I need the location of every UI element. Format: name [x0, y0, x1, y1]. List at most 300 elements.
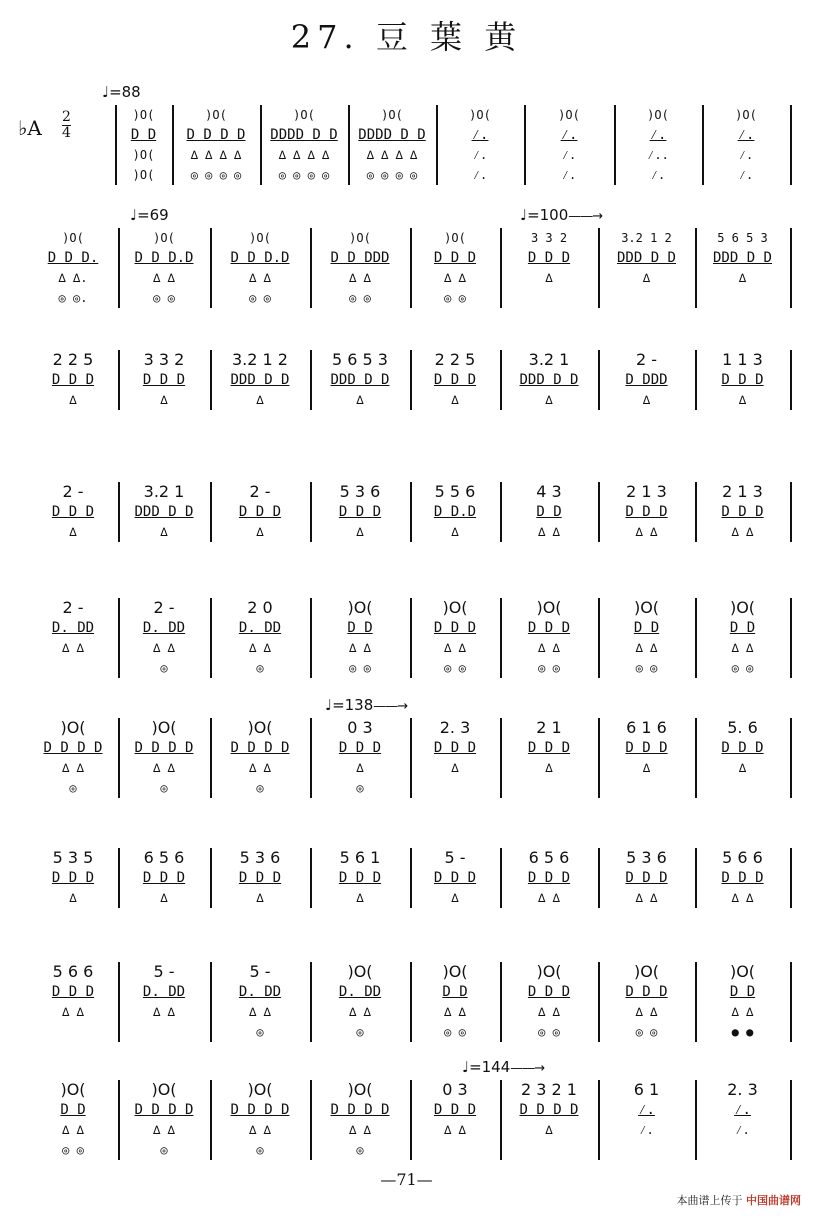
measure-cell: D D D [625, 740, 668, 756]
score-row [0, 165, 813, 185]
score-row [0, 1140, 813, 1160]
measure-cell: ◎ ◎ [538, 661, 560, 675]
score-row [0, 778, 813, 798]
score-row [0, 962, 813, 982]
measure-cell: ⁄. [471, 127, 489, 143]
barline [118, 350, 120, 410]
measure-cell: D. DD [51, 620, 95, 636]
measure-cell: ◎ [256, 1025, 264, 1039]
barline [436, 105, 438, 185]
measure-cell: D D D [433, 740, 477, 756]
measure-cell: D D.D [433, 504, 477, 520]
barline [695, 598, 697, 678]
measure-cell: )O( [536, 962, 562, 981]
measure-cell: ∆ [160, 891, 168, 905]
measure-cell: D D D.D [230, 250, 290, 266]
barline [598, 848, 600, 908]
page-title: 27. 豆 葉 黄 [290, 18, 523, 56]
measure-cell: ∆ ∆ [153, 1005, 175, 1019]
barline [702, 105, 704, 185]
measure-cell: ∆ ∆ [249, 1123, 271, 1137]
measure-cell: 2 - [249, 482, 271, 501]
measure-cell: ∆ [160, 393, 168, 407]
score-row [0, 522, 813, 542]
measure-cell: ◎ ◎ [153, 291, 175, 305]
measure-cell: ∆ [451, 525, 459, 539]
measure-cell: ◎ ◎ [635, 661, 658, 675]
measure-cell: )O( [735, 108, 757, 122]
measure-cell: ⁄. [561, 168, 577, 182]
measure-cell: ∆ ∆ [249, 641, 271, 655]
barline [790, 228, 792, 308]
measure-cell: D D D [433, 1102, 477, 1118]
measure-cell: ◎ ◎ ◎ ◎ [190, 168, 242, 182]
measure-cell: 5. 6 [727, 718, 758, 737]
measure-cell: ⁄. [639, 1123, 654, 1137]
measure-cell: ⁄. [649, 127, 667, 143]
measure-cell: ∆ ∆ [538, 641, 560, 655]
barline [210, 598, 212, 678]
measure-cell: 5 3 6 [239, 848, 281, 867]
tempo-text: ♩=69 [130, 206, 169, 224]
measure-cell: ∆ [356, 891, 364, 905]
measure-cell: ∆ [256, 891, 264, 905]
measure-cell: ◎ [356, 781, 364, 795]
measure-cell: ∆ ∆ ∆ ∆ [190, 148, 242, 162]
barline [790, 350, 792, 410]
measure-cell: ∆ ∆ [635, 525, 658, 539]
upload-note [677, 1192, 802, 1208]
measure-cell: ◎ ◎ [249, 291, 271, 305]
measure-cell: ◎ ◎ [731, 661, 754, 675]
measure-cell: D D D [721, 870, 764, 886]
measure-cell: D D D [721, 372, 764, 388]
measure-cell: )O( [293, 108, 315, 122]
barline [695, 848, 697, 908]
measure-cell: ◎ [256, 781, 264, 795]
score-row [0, 1120, 813, 1140]
tempo-mark [462, 1058, 544, 1076]
barline [410, 350, 412, 410]
measure-cell: )O( [633, 598, 660, 617]
score-row [0, 248, 813, 268]
measure-cell: ◎ ◎ [538, 1025, 560, 1039]
measure-cell: D D D.D [134, 250, 194, 266]
page-number: —71— [380, 1170, 433, 1189]
barline [260, 105, 262, 185]
site-logo-text: 中国曲谱网 [746, 1194, 801, 1207]
measure-cell: 2 1 [536, 718, 562, 737]
measure-cell: ◎ [160, 1143, 168, 1157]
measure-cell: ∆ ∆ [153, 1123, 175, 1137]
measure-cell: ⁄.. [647, 148, 669, 162]
measure-cell: 6 5 6 [143, 848, 185, 867]
measure-cell: 3 3 2 [530, 231, 568, 245]
score-row [0, 598, 813, 618]
measure-cell: D D D [238, 870, 282, 886]
measure-cell: D DDD [625, 372, 668, 388]
barline [118, 1080, 120, 1160]
measure-cell: D D D. [47, 250, 99, 266]
score-row [0, 390, 813, 410]
measure-cell: ∆ [451, 393, 459, 407]
measure-cell: ∆ ∆. [58, 271, 88, 285]
barline [500, 482, 502, 542]
measure-cell: ∆ [69, 393, 77, 407]
measure-cell: )O( [729, 598, 756, 617]
measure-cell: D D D [625, 870, 668, 886]
barline [410, 848, 412, 908]
barline [310, 1080, 312, 1160]
measure-cell: ∆ ∆ [635, 891, 658, 905]
measure-cell: )O( [729, 962, 756, 981]
measure-cell: ∆ ∆ [349, 641, 371, 655]
measure-cell: )O( [60, 1080, 86, 1099]
barline [210, 848, 212, 908]
score-row [0, 370, 813, 390]
score-row [0, 1002, 813, 1022]
barline [598, 1080, 600, 1160]
measure-cell: D D D [433, 250, 477, 266]
measure-cell: )O( [347, 1080, 373, 1099]
barline [210, 350, 212, 410]
measure-cell: ⁄. [738, 168, 754, 182]
score-row [0, 268, 813, 288]
measure-cell: )O( [442, 962, 468, 981]
measure-cell: )O( [558, 108, 580, 122]
barline [790, 848, 792, 908]
measure-cell: ∆ [738, 761, 747, 775]
measure-cell: D D D D [134, 1102, 194, 1118]
barline [500, 598, 502, 678]
measure-cell: 2 - [62, 598, 84, 617]
measure-cell: 5 5 6 [434, 482, 476, 501]
tempo-text: ♩=100 [520, 206, 569, 224]
barline [210, 482, 212, 542]
measure-cell: ∆ [356, 525, 364, 539]
measure-cell: )O( [132, 148, 155, 162]
measure-cell: 5 - [444, 848, 466, 867]
barline [598, 718, 600, 798]
measure-cell: )O( [249, 231, 271, 245]
measure-cell: ◎ [160, 661, 168, 675]
barline [790, 1080, 792, 1160]
measure-cell: ∆ ∆ ∆ ∆ [366, 148, 418, 162]
barline [598, 482, 600, 542]
measure-cell: ◎ [160, 781, 168, 795]
measure-cell: D D [633, 620, 660, 636]
measure-cell: 5 6 5 3 [717, 231, 768, 245]
measure-cell: )O( [349, 231, 371, 245]
time-signature-top: 2 [62, 109, 71, 125]
measure-cell: )O( [132, 168, 155, 182]
measure-cell: )O( [247, 718, 273, 737]
measure-cell: ∆ ∆ ∆ ∆ [278, 148, 330, 162]
measure-cell: 3.2 1 2 [232, 350, 288, 369]
measure-cell: D D [60, 1102, 86, 1118]
measure-cell: D D D [338, 740, 382, 756]
measure-cell: )O( [381, 108, 403, 122]
barline [348, 105, 350, 185]
measure-cell: )O( [647, 108, 669, 122]
score-row [0, 1022, 813, 1042]
measure-cell: ⁄. [735, 1123, 750, 1137]
measure-cell: 5 6 6 [52, 962, 94, 981]
measure-cell: ∆ [545, 393, 553, 407]
measure-cell: D D [536, 504, 562, 520]
score-row [0, 848, 813, 868]
measure-cell: D. DD [142, 620, 186, 636]
score-row [0, 125, 813, 145]
measure-cell: ◎ ◎ [349, 661, 371, 675]
score-row [0, 888, 813, 908]
measure-cell: D D D D [230, 1102, 290, 1118]
barline [695, 718, 697, 798]
barline [598, 962, 600, 1042]
barline [310, 718, 312, 798]
measure-cell: ∆ [256, 393, 264, 407]
barline [310, 848, 312, 908]
measure-cell: ∆ [642, 393, 651, 407]
barline [172, 105, 174, 185]
measure-cell: ⁄. [738, 148, 754, 162]
measure-cell: 5 3 5 [52, 848, 94, 867]
measure-cell: 5 - [153, 962, 175, 981]
time-signature-bottom: 4 [62, 125, 71, 141]
tempo-accelerando-arrow: ——→ [373, 699, 408, 714]
measure-cell: )O( [442, 598, 468, 617]
score-row [0, 868, 813, 888]
measure-cell: D D D [527, 620, 571, 636]
measure-cell: D D D [238, 504, 282, 520]
measure-cell: D D D [51, 984, 95, 1000]
barline [118, 598, 120, 678]
measure-cell: ⁄. [638, 1102, 655, 1118]
tempo-text: ♩=144 [462, 1058, 511, 1076]
measure-cell: 2 - [62, 482, 84, 501]
measure-cell: ∆ ∆ [731, 641, 754, 655]
barline [500, 350, 502, 410]
measure-cell: ∆ ∆ [349, 271, 371, 285]
score-row [0, 145, 813, 165]
key-signature: ♭A [18, 116, 42, 140]
measure-cell: )O( [469, 108, 491, 122]
measure-cell: D D D [51, 870, 95, 886]
measure-cell: )O( [60, 718, 86, 737]
measure-cell: ◎ [69, 781, 77, 795]
measure-cell: ∆ ∆ [444, 1005, 466, 1019]
measure-cell: ∆ ∆ [444, 641, 466, 655]
measure-cell: 3.2 1 [143, 482, 185, 501]
measure-cell: ∆ ∆ [349, 1005, 371, 1019]
measure-cell: D D D [142, 372, 186, 388]
measure-cell: D. DD [142, 984, 186, 1000]
barline [598, 228, 600, 308]
barline [310, 228, 312, 308]
measure-cell: ∆ ∆ [731, 525, 754, 539]
tempo-mark [130, 206, 169, 224]
measure-cell: ∆ ∆ [249, 271, 271, 285]
measure-cell: ∆ [160, 525, 168, 539]
tempo-mark [520, 206, 602, 224]
measure-cell: ⁄. [560, 127, 578, 143]
measure-cell: D D D [433, 372, 477, 388]
measure-cell: ∆ ∆ [153, 761, 175, 775]
barline [500, 848, 502, 908]
measure-cell: 2. 3 [439, 718, 471, 737]
measure-cell: )O( [247, 1080, 273, 1099]
score-row [0, 1080, 813, 1100]
measure-cell: D D [442, 984, 468, 1000]
barline [118, 718, 120, 798]
barline [310, 350, 312, 410]
barline [695, 228, 697, 308]
score-row [0, 350, 813, 370]
measure-cell: ⁄. [737, 127, 755, 143]
measure-cell: ◎ [256, 1143, 264, 1157]
measure-cell: )O( [62, 231, 84, 245]
upload-note-text: 本曲谱上传于 [676, 1194, 743, 1207]
measure-cell: D D D [142, 870, 186, 886]
score-row [0, 105, 813, 125]
measure-cell: 1 1 3 [722, 350, 763, 369]
measure-cell: 2 2 5 [434, 350, 476, 369]
measure-cell: ● ● [731, 1025, 754, 1039]
measure-cell: ∆ [356, 393, 364, 407]
barline [695, 962, 697, 1042]
score-row [0, 982, 813, 1002]
measure-cell: D D D [527, 870, 571, 886]
barline [210, 962, 212, 1042]
measure-cell: )O( [132, 108, 155, 122]
score-row [0, 502, 813, 522]
measure-cell: 3.2 1 [528, 350, 570, 369]
measure-cell: D D D [51, 504, 95, 520]
measure-cell: ∆ ∆ [249, 761, 271, 775]
measure-cell: ∆ [545, 271, 553, 285]
barline [500, 718, 502, 798]
measure-cell: D D D [721, 504, 764, 520]
measure-cell: 4 3 [536, 482, 562, 501]
measure-cell: D D D D [230, 740, 290, 756]
measure-cell: 5 - [249, 962, 271, 981]
measure-cell: ∆ [738, 393, 747, 407]
measure-cell: ◎ ◎ [444, 1025, 466, 1039]
measure-cell: DDD D D [616, 250, 676, 266]
measure-cell: ∆ ∆ [538, 891, 560, 905]
measure-cell: D D [729, 620, 756, 636]
measure-cell: ∆ ∆ [153, 271, 175, 285]
measure-cell: ◎ ◎ ◎ ◎ [366, 168, 418, 182]
measure-cell: 2 3 2 1 [521, 1080, 577, 1099]
measure-cell: ∆ [451, 891, 459, 905]
measure-cell: D D D [625, 984, 668, 1000]
measure-cell: D D D [433, 870, 477, 886]
barline [410, 1080, 412, 1160]
barline [790, 598, 792, 678]
measure-cell: 6 5 6 [528, 848, 570, 867]
barline [598, 350, 600, 410]
barline [118, 848, 120, 908]
score-row [0, 638, 813, 658]
measure-cell: ◎ ◎. [58, 291, 88, 305]
measure-cell: D D D [527, 984, 571, 1000]
measure-cell: D D D [338, 870, 382, 886]
measure-cell: ∆ [356, 761, 364, 775]
measure-cell: ∆ [642, 761, 651, 775]
measure-cell: 0 3 [347, 718, 373, 737]
score-row [0, 482, 813, 502]
measure-cell: ∆ [69, 891, 77, 905]
barline [695, 350, 697, 410]
measure-cell: 5 3 6 [339, 482, 381, 501]
measure-cell: DDDD D D [270, 127, 338, 143]
measure-cell: 2 2 5 [52, 350, 94, 369]
measure-cell: ∆ ∆ [731, 891, 754, 905]
barline [210, 228, 212, 308]
measure-cell: ◎ ◎ [635, 1025, 658, 1039]
measure-cell: ∆ [545, 761, 553, 775]
measure-cell: ⁄. [472, 168, 488, 182]
barline [310, 962, 312, 1042]
barline [790, 718, 792, 798]
measure-cell: ◎ ◎ [62, 1143, 84, 1157]
measure-cell: )O( [444, 231, 466, 245]
barline [210, 1080, 212, 1160]
measure-cell: D D [130, 127, 157, 143]
barline [695, 1080, 697, 1160]
measure-cell: ◎ [356, 1143, 364, 1157]
measure-cell: 2. 3 [727, 1080, 758, 1099]
tempo-text: ♩=138 [325, 696, 374, 714]
measure-cell: D D D [527, 250, 571, 266]
barline [598, 598, 600, 678]
measure-cell: ∆ ∆ [635, 1005, 658, 1019]
measure-cell: 3.2 1 2 [621, 231, 672, 245]
measure-cell: D D [729, 984, 756, 1000]
measure-cell: ◎ [356, 1025, 364, 1039]
score-row [0, 658, 813, 678]
barline [310, 598, 312, 678]
barline [790, 962, 792, 1042]
measure-cell: D D D D [519, 1102, 579, 1118]
measure-cell: D D D D [330, 1102, 390, 1118]
score-row [0, 228, 813, 248]
tempo-accelerando-arrow: ——→ [568, 209, 603, 224]
measure-cell: ∆ ∆ [62, 1005, 84, 1019]
measure-cell: ∆ ∆ [635, 641, 658, 655]
measure-cell: ∆ [545, 1123, 553, 1137]
measure-cell: )O( [205, 108, 227, 122]
measure-cell: D D D [625, 504, 668, 520]
measure-cell: ⁄. [472, 148, 488, 162]
measure-cell: )O( [151, 1080, 177, 1099]
measure-cell: ◎ ◎ [349, 291, 371, 305]
measure-cell: ⁄. [650, 168, 666, 182]
measure-cell: ∆ [69, 525, 77, 539]
barline [410, 482, 412, 542]
barline [790, 482, 792, 542]
measure-cell: ∆ ∆ [62, 761, 84, 775]
measure-cell: D D D D [134, 740, 194, 756]
barline [410, 228, 412, 308]
measure-cell: )O( [347, 962, 373, 981]
measure-cell: ∆ ∆ [249, 1005, 271, 1019]
tempo-mark [102, 83, 141, 101]
measure-cell: D D D D [43, 740, 103, 756]
measure-cell: DDD D D [134, 504, 194, 520]
measure-cell: D D D D [186, 127, 246, 143]
